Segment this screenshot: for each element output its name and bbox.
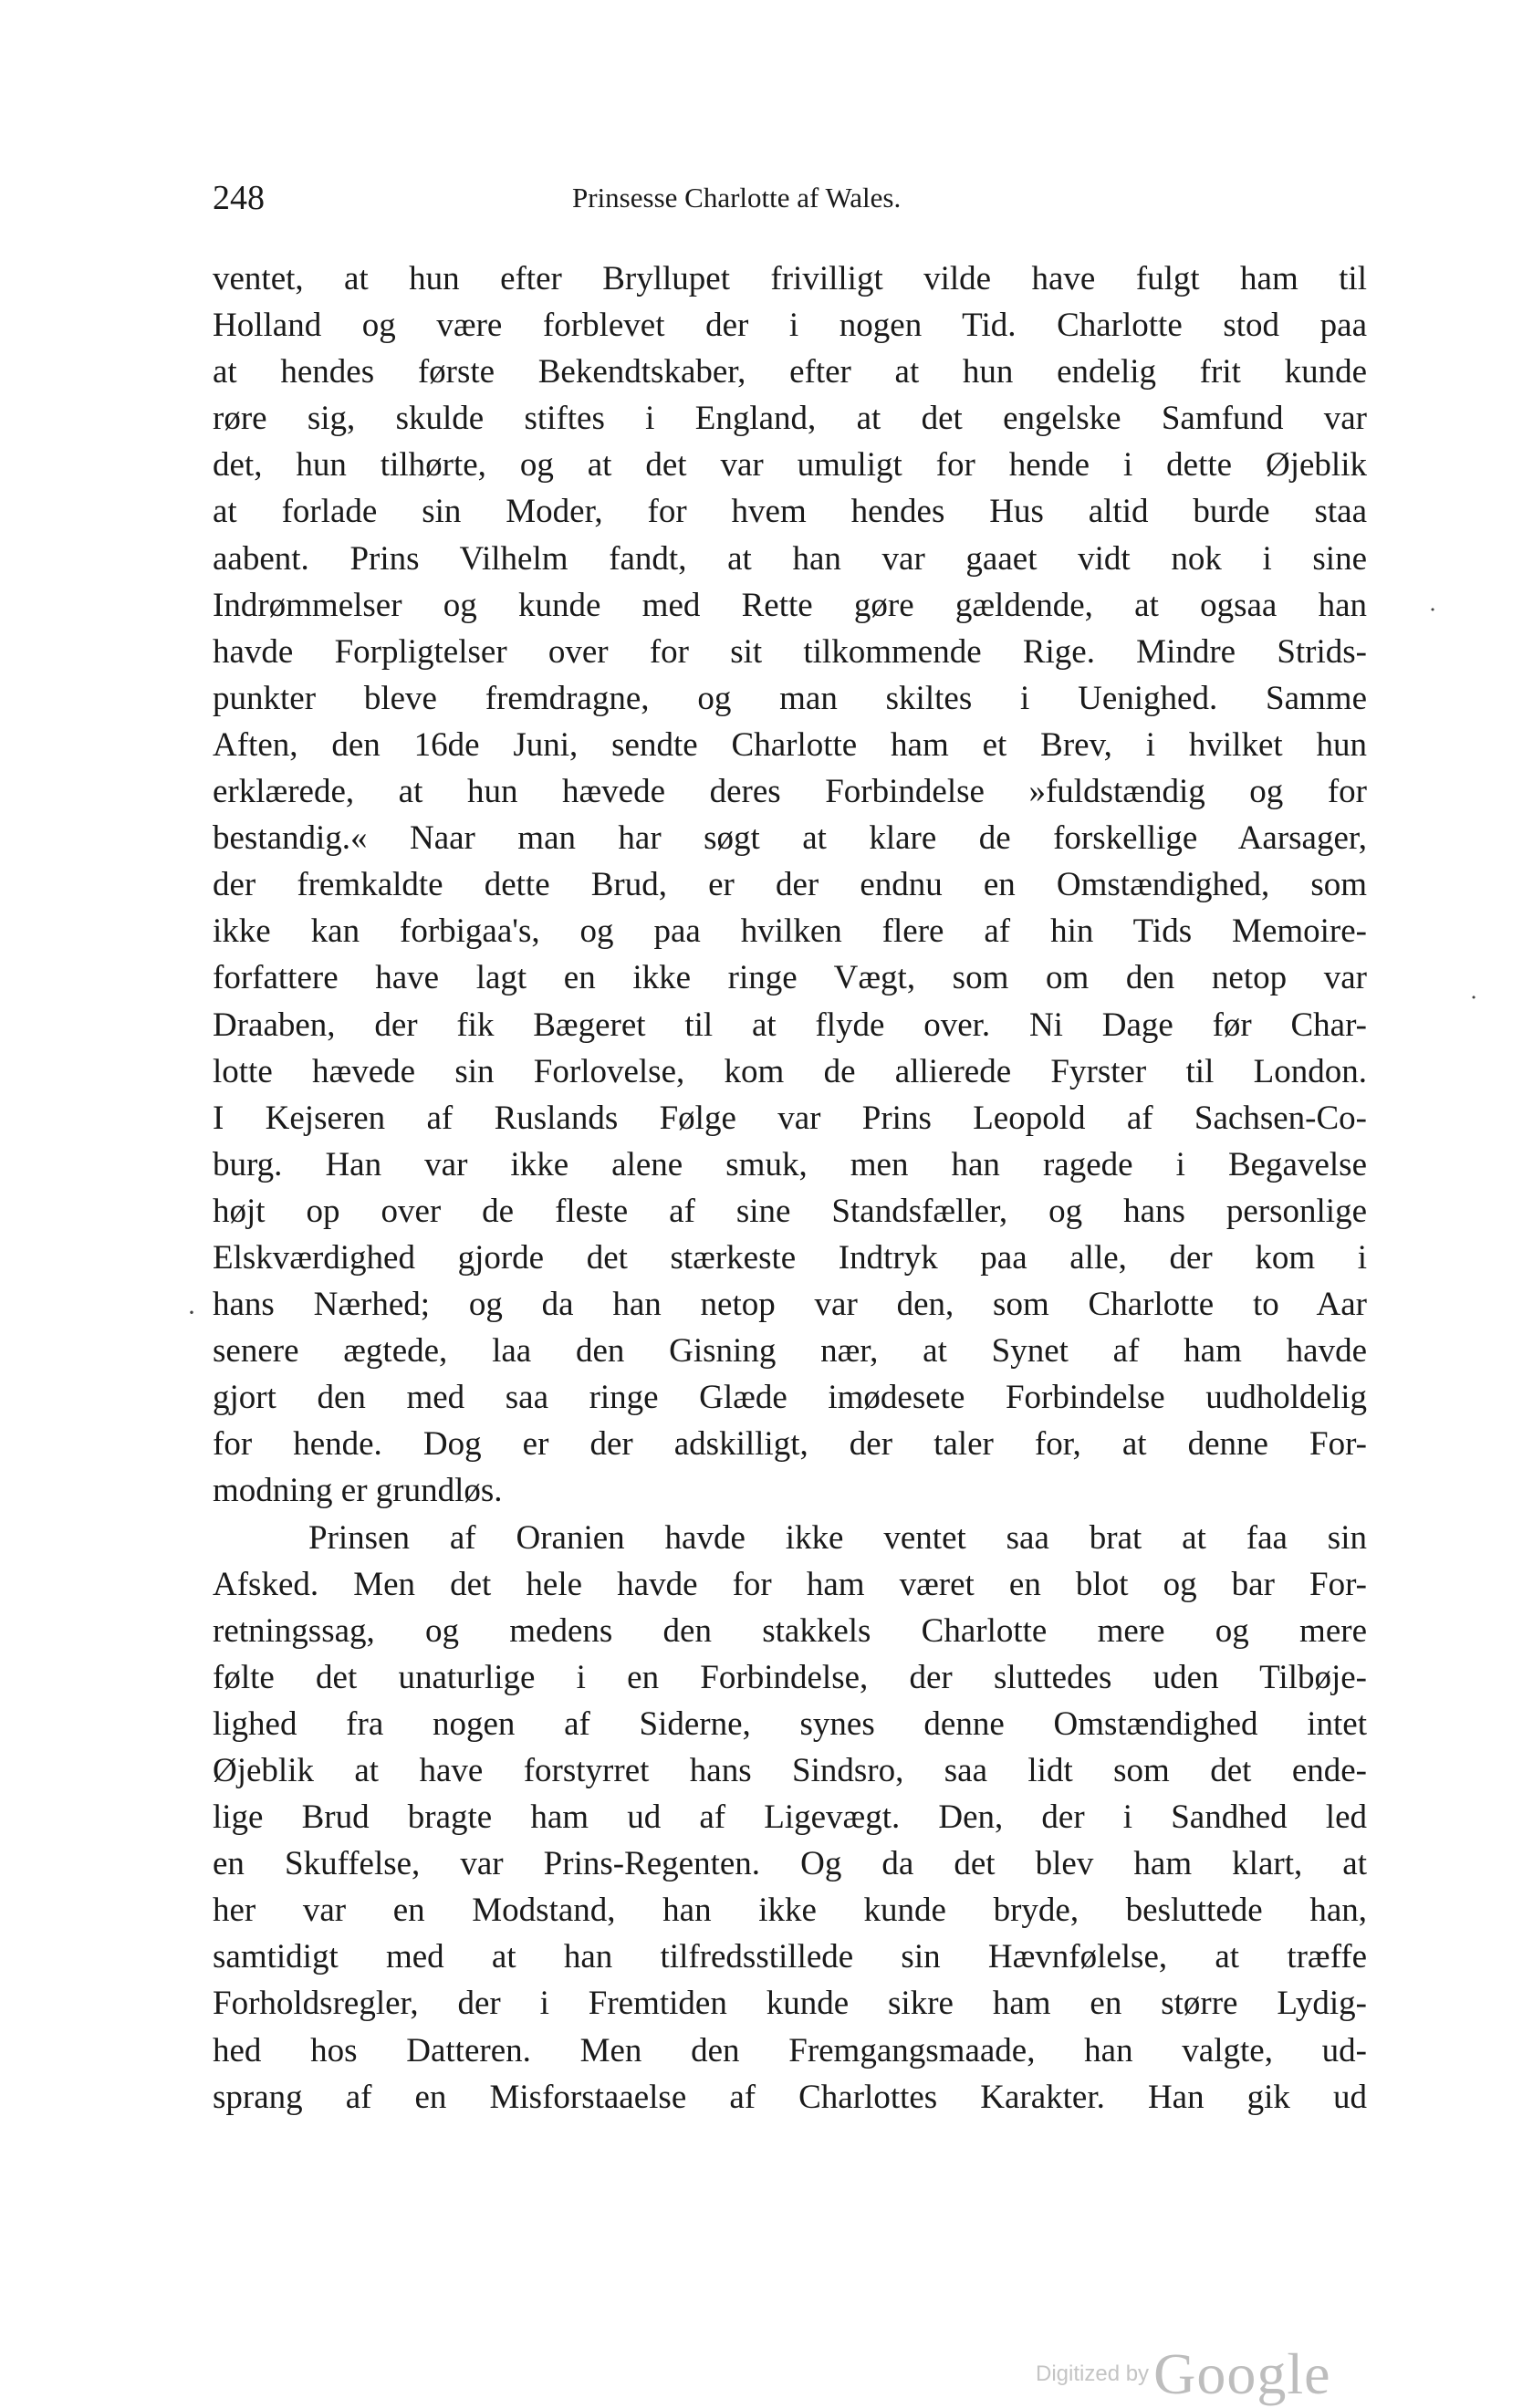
text-line: følte det unaturlige i en Forbindelse, der sluttedes uden Tilbøje- — [213, 1658, 1367, 1696]
text-line: lotte hævede sin Forlovelse, kom de allierede Fyrster til London. — [213, 1052, 1367, 1090]
text-line: gjort den med saa ringe Glæde imødesete Forbindelse uudholdelig — [213, 1379, 1367, 1417]
digitized-by-google-watermark — [1036, 2340, 1331, 2408]
google-logo: Google — [1153, 2341, 1331, 2406]
text-line: Øjeblik at have forstyrret hans Sindsro, saa lidt som det ende- — [213, 1752, 1367, 1789]
text-line: Elskværdighed gjorde det stærkeste Indtryk paa alle, der kom i — [213, 1238, 1367, 1277]
text-line: lighed fra nogen af Siderne, synes denne Omstændighed intet — [213, 1704, 1367, 1743]
text-line: røre sig, skulde stiftes i England, at det engelske Samfund var — [213, 400, 1367, 438]
watermark-prefix: Digitized by — [1036, 2361, 1150, 2386]
text-line: samtidigt med at han tilfredsstillede sin Hævnfølelse, at træffe — [213, 1938, 1367, 1976]
text-line: der fremkaldte dette Brud, er der endnu en Omstændighed, som — [213, 866, 1367, 904]
text-line: hans Nærhed; og da han netop var den, som Charlotte to Aar — [213, 1286, 1367, 1324]
text-line: at hendes første Bekendtskaber, efter at hun endelig frit kunde — [213, 353, 1367, 391]
text-line: hed hos Datteren. Men den Fremgangsmaade, han valgte, ud- — [213, 2031, 1367, 2069]
text-line: højt op over de fleste af sine Standsfæller, og hans personlige — [213, 1192, 1367, 1230]
text-line: retningssag, og medens den stakkels Charlotte mere og mere — [213, 1611, 1367, 1650]
text-line: det, hun tilhørte, og at det var umuligt for hende i dette Øjeblik — [213, 446, 1367, 485]
paragraph-end-line: modning er grundløs. — [213, 1472, 503, 1510]
text-line: Indrømmelser og kunde med Rette gøre gældende, at ogsaa han — [213, 586, 1367, 624]
running-title: Prinsesse Charlotte af Wales. — [572, 182, 902, 214]
page-header — [213, 178, 1362, 224]
text-line: senere ægtede, laa den Gisning nær, at Synet af ham havde — [213, 1332, 1367, 1371]
margin-speck: ˙ — [1428, 602, 1437, 632]
text-line: bestandig.« Naar man har søgt at klare de forskellige Aarsager, — [213, 819, 1367, 858]
text-line: forfattere have lagt en ikke ringe Vægt, som om den netop var — [213, 959, 1367, 997]
text-line: Afsked. Men det hele havde for ham været en blot og bar For- — [213, 1565, 1367, 1603]
text-line: en Skuffelse, var Prins-Regenten. Og da det blev ham klart, at — [213, 1845, 1367, 1883]
page-number: 248 — [213, 179, 265, 217]
text-line: ikke kan forbigaa's, og paa hvilken flere af hin Tids Memoire- — [213, 912, 1367, 951]
text-line: at forlade sin Moder, for hvem hendes Hus altid burde staa — [213, 493, 1367, 531]
margin-speck: · — [187, 1298, 196, 1328]
text-line: I Kejseren af Ruslands Følge var Prins Leopold af Sachsen-Co- — [213, 1099, 1367, 1137]
text-line: for hende. Dog er der adskilligt, der taler for, at denne For- — [213, 1425, 1367, 1464]
body-text — [213, 255, 1367, 2121]
text-line: Forholdsregler, der i Fremtiden kunde sikre ham en større Lydig- — [213, 1985, 1367, 2023]
text-line: Holland og være forblevet der i nogen Tid. Charlotte stod paa — [213, 307, 1367, 345]
text-line: sprang af en Misforstaaelse af Charlottes Karakter. Han gik ud — [213, 2078, 1367, 2116]
text-line: erklærede, at hun hævede deres Forbindelse »fuldstændig og for — [213, 773, 1367, 811]
text-line: punkter bleve fremdragne, og man skiltes i Uenighed. Samme — [213, 679, 1367, 717]
text-line: havde Forpligtelser over for sit tilkommende Rige. Mindre Strids- — [213, 632, 1367, 671]
text-line: ventet, at hun efter Bryllupet frivilligt vilde have fulgt ham til — [213, 260, 1367, 297]
text-line: lige Brud bragte ham ud af Ligevægt. Den, der i Sandhed led — [213, 1798, 1367, 1837]
text-line: her var en Modstand, han ikke kunde bryde, besluttede han, — [213, 1892, 1367, 1930]
margin-speck: ˙ — [1469, 990, 1478, 1020]
paragraph-start-line: Prinsen af Oranien havde ikke ventet saa brat at faa sin — [308, 1518, 1367, 1557]
text-line: Aften, den 16de Juni, sendte Charlotte ham et Brev, i hvilket hun — [213, 725, 1367, 764]
text-line: burg. Han var ikke alene smuk, men han ragede i Begavelse — [213, 1145, 1367, 1183]
text-line: Draaben, der fik Bægeret til at flyde over. Ni Dage før Char- — [213, 1006, 1367, 1044]
text-line: aabent. Prins Vilhelm fandt, at han var gaaet vidt nok i sine — [213, 539, 1367, 578]
